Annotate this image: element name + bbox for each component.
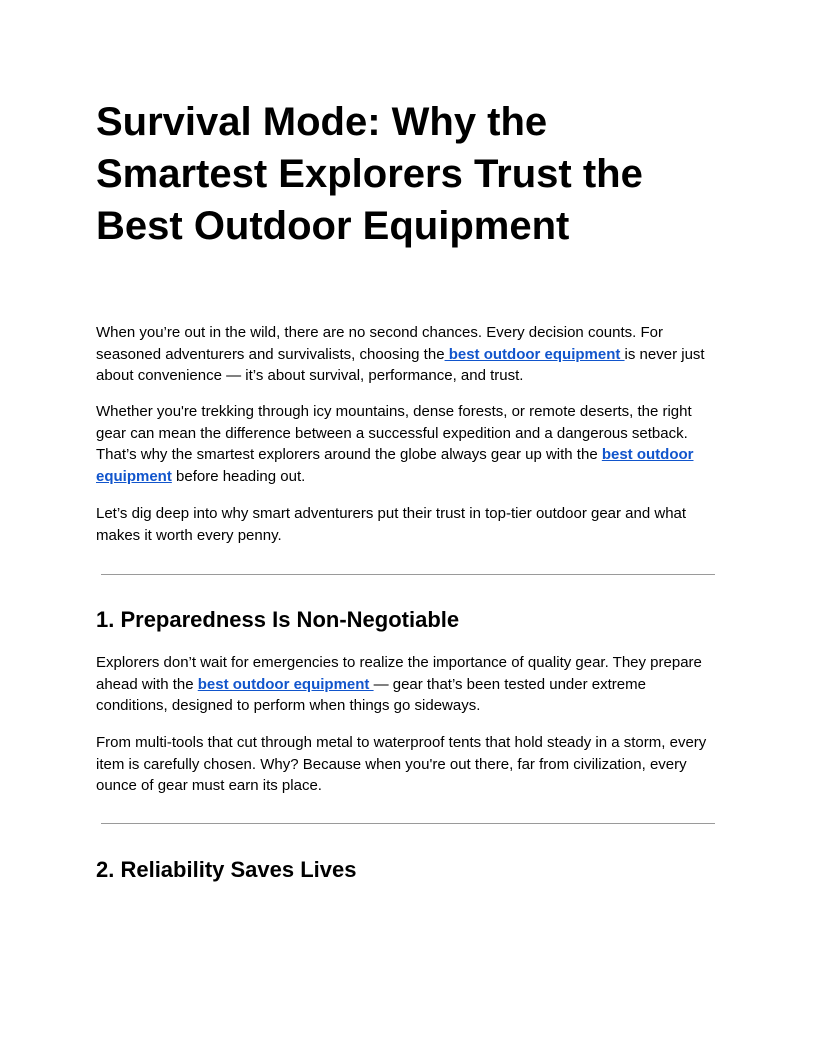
section-1-paragraph-2: From multi-tools that cut through metal to waterproof tents that hold steady in a storm, every item is carefully chosen. Why? Because when you're out there, far from civilization, every ounce of gear must earn its place. (96, 734, 707, 794)
intro-p2-text-before: Whether you're trekking through icy mountains, dense forests, or remote deserts, the right gear can mean the difference between a successful expedition and a dangerous setback. That’s why the smartest explorers around the globe always gear up with the (96, 403, 692, 463)
section1-p1-text-after: — gear that’s been tested under extreme conditions, designed to perform when things go sideways. (96, 675, 646, 714)
best-outdoor-equipment-link-3[interactable]: best outdoor equipment (197, 675, 374, 693)
section-1-paragraph-1 (96, 652, 720, 717)
article-title: Survival Mode: Why the Smartest Explorers Trust the Best Outdoor Equipment (96, 100, 643, 248)
intro-paragraph-2 (96, 401, 720, 487)
intro-p1-text-before: When you’re out in the wild, there are no second chances. Every decision counts. For seasoned adventurers and survivalists, choosing the (96, 324, 663, 363)
section1-p1-text-before: Explorers don’t wait for emergencies to realize the importance of quality gear. They prepare ahead with the (96, 654, 702, 693)
best-outdoor-equipment-link-2[interactable]: best outdoor equipment (96, 446, 694, 485)
intro-paragraph-3: Let’s dig deep into why smart adventurers put their trust in top-tier outdoor gear and what makes it worth every penny. (96, 505, 687, 544)
intro-p2-text-after: before heading out. (171, 467, 306, 485)
section-divider-1 (101, 574, 715, 575)
section-divider-2 (101, 823, 715, 824)
best-outdoor-equipment-link-1[interactable]: best outdoor equipment (444, 345, 625, 363)
section-1-heading: 1. Preparedness Is Non-Negotiable (96, 607, 460, 632)
intro-paragraph-1 (96, 322, 720, 387)
intro-p1-text-after: is never just about convenience — it’s about survival, performance, and trust. (96, 345, 705, 384)
section-2-heading: 2. Reliability Saves Lives (96, 857, 357, 882)
